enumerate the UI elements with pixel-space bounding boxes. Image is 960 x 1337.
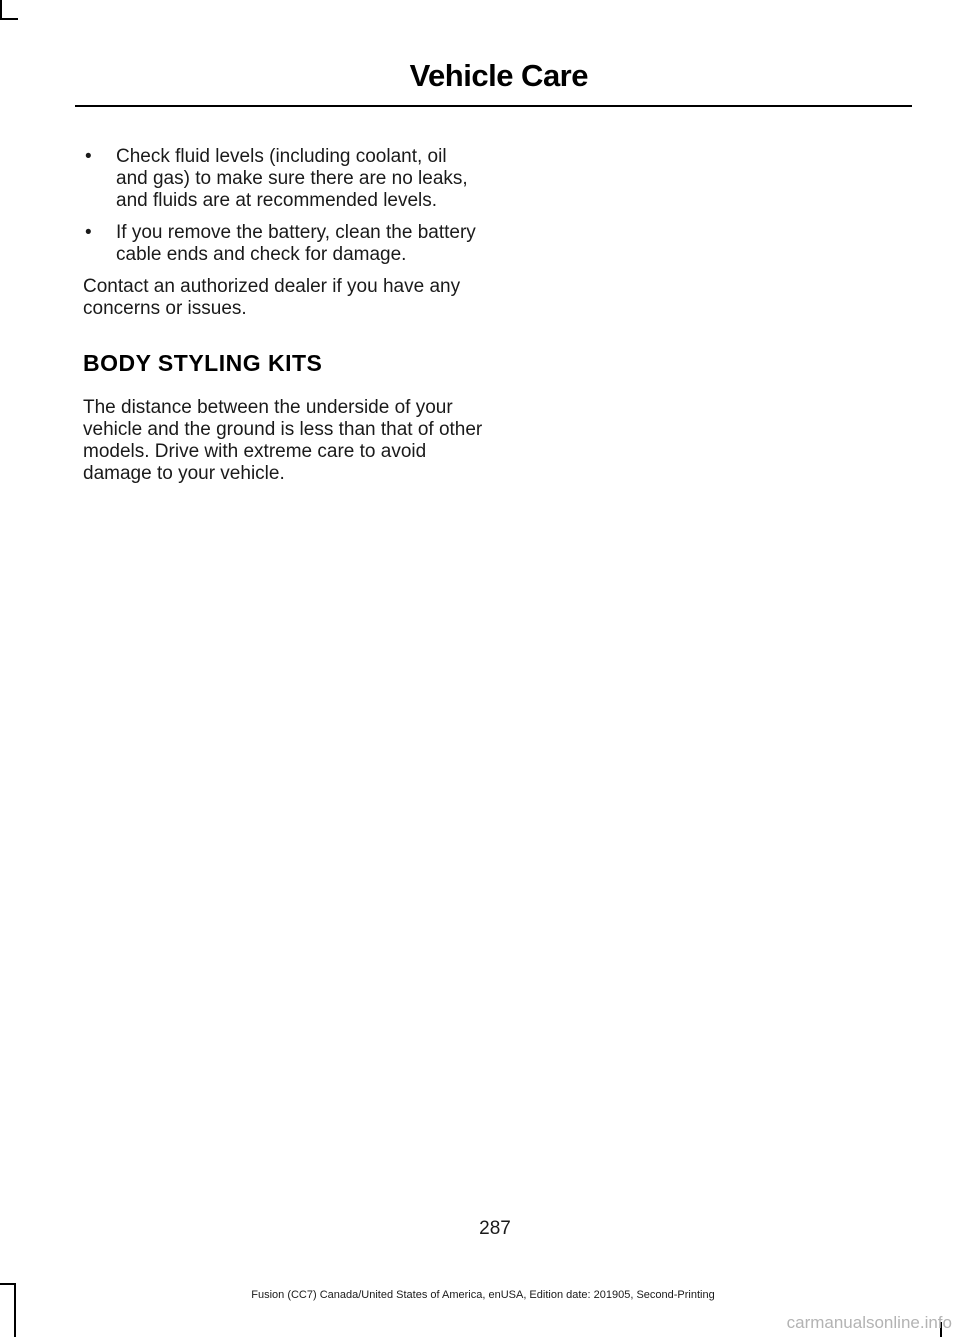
edition-footer: Fusion (CC7) Canada/United States of America, enUSA, Edition date: 201905, Second-Printing — [251, 1289, 715, 1301]
crop-mark-bottom-left-h — [0, 1283, 16, 1285]
crop-mark-top-left-h — [0, 18, 18, 20]
header-divider — [75, 105, 912, 107]
page-number: 287 — [479, 1218, 511, 1239]
section-heading: BODY STYLING KITS — [83, 350, 323, 376]
bullet-marker: • — [85, 222, 92, 243]
page-title: Vehicle Care — [409, 58, 588, 93]
watermark: carmanualsonline.info — [786, 1313, 952, 1332]
section-paragraph: The distance between the underside of your vehicle and the ground is less than that of other models. Drive with extreme care to avoid damage to your vehicle. — [83, 397, 483, 484]
list-item-text: Check fluid levels (including coolant, oil and gas) to make sure there are no leaks, and fluids are at recommended levels. — [116, 146, 468, 211]
list-item — [83, 146, 483, 212]
crop-mark-top-left — [0, 0, 2, 18]
content-column — [83, 146, 483, 485]
list-item-text: If you remove the battery, clean the battery cable ends and check for damage. — [116, 222, 476, 265]
bullet-list — [83, 146, 483, 266]
contact-paragraph: Contact an authorized dealer if you have any concerns or issues. — [83, 276, 461, 319]
bullet-marker: • — [85, 146, 92, 167]
list-item — [83, 222, 483, 266]
